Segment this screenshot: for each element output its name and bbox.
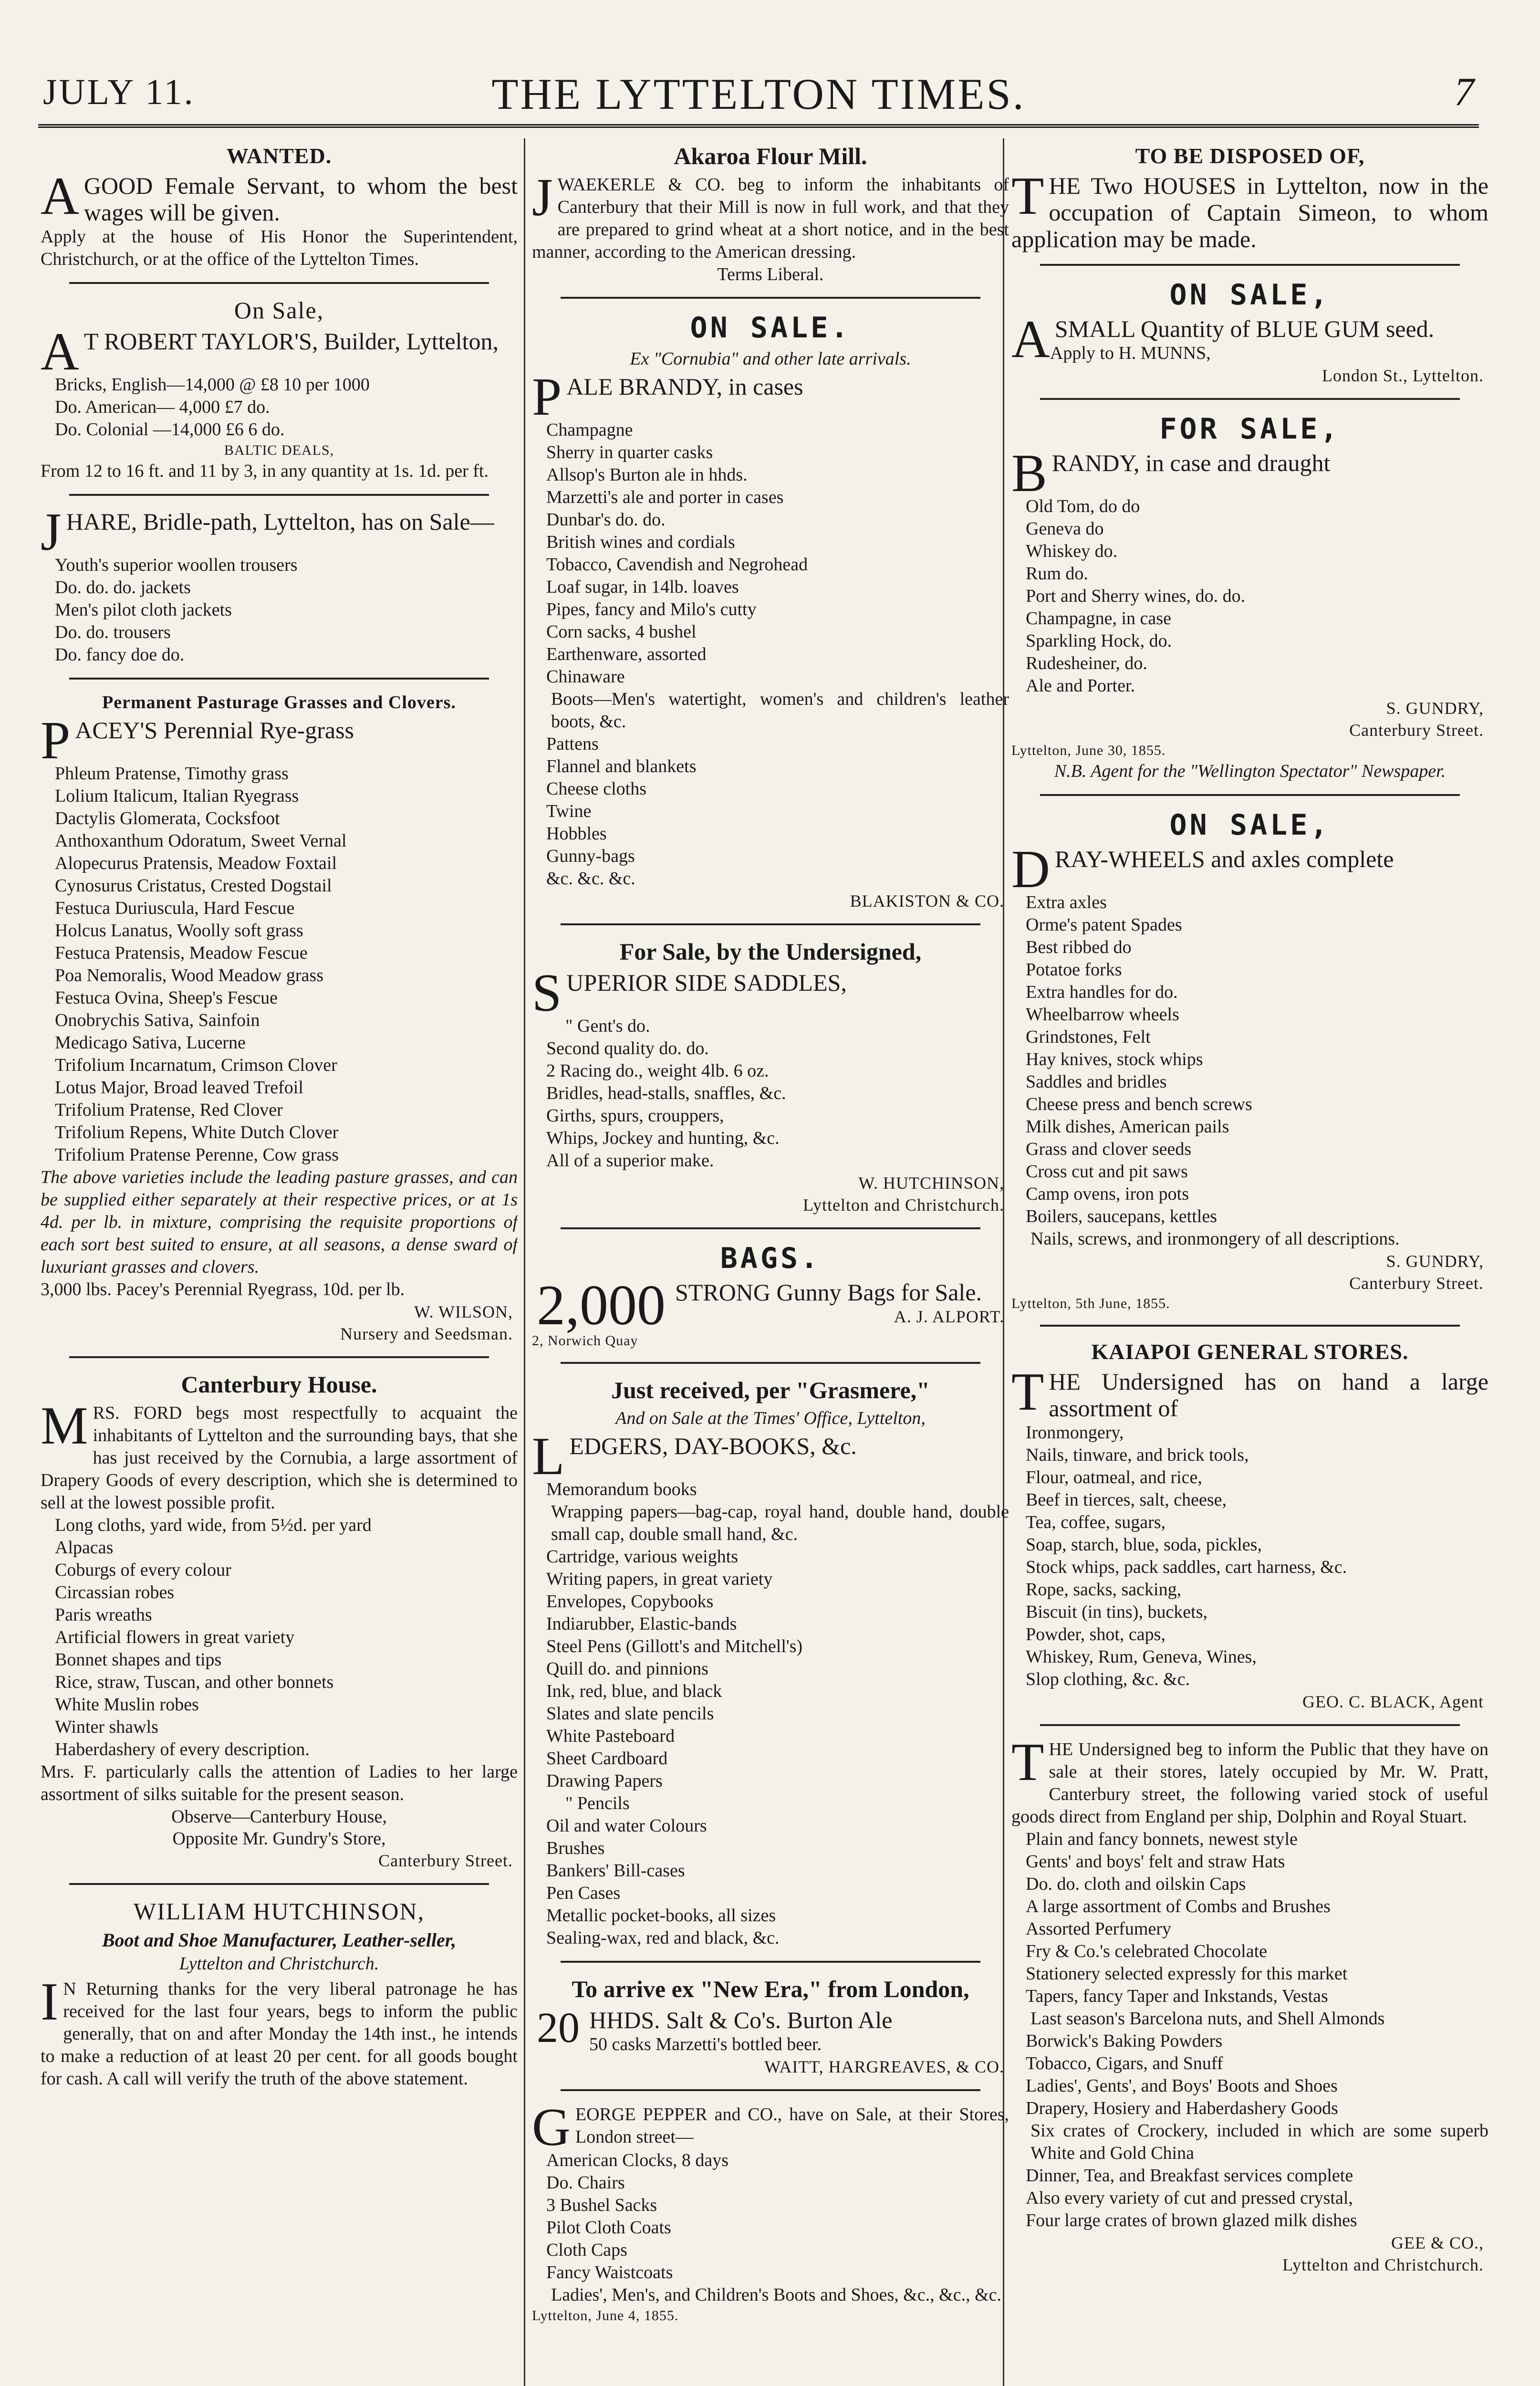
signature: Nursery and Seedsman.	[340, 1324, 513, 1343]
list-item: Festuca Duriuscula, Hard Fescue	[55, 898, 295, 918]
list-item: Drawing Papers	[546, 1771, 663, 1791]
list-item: Extra handles for do.	[1026, 982, 1178, 1002]
list-item: Twine	[546, 801, 592, 821]
list-item: Trifolium Pratense Perenne, Cow grass	[55, 1145, 339, 1165]
signature: W. HUTCHINSON,	[858, 1173, 1004, 1193]
list-item: Quill do. and pinnions	[546, 1659, 708, 1679]
ad-canterbury-house: Canterbury House. MRS. FORD begs most respectfully to acquaint the inhabitants of Lyttelton and the surrounding bays, that she has just received by the Cornubia, a large assortment of Drapery Goods of every description, which she is determined to sell at the lowest possible profit. Long cloths, yard wide, from 5½d. per yard Alpacas Coburgs of every colour Circassian robes Paris wreaths Artificial flowers in great variety Bonnet shapes and tips Rice, straw, Tuscan, and other bonnets White Muslin robes Winter shawls Haberdashery of every description. Mrs. F. particularly calls the attention of Ladies to her large assortment of silks suitable for the present season. Observe—Canterbury House, Opposite Mr. Gundry's Store, Canterbury Street.	[41, 1371, 518, 1870]
list-item: Assorted Perfumery	[1026, 1919, 1171, 1939]
ad-heading: To arrive ex "New Era," from London,	[572, 1976, 969, 2002]
drop-cap: T	[1011, 1733, 1044, 1792]
column-rule	[524, 138, 525, 2386]
list-item: Extra axles	[1026, 892, 1107, 912]
signature: Lyttelton and Christchurch.	[1282, 2255, 1484, 2274]
list-item: Do. do. do. jackets	[55, 577, 191, 597]
ad-hare: JHARE, Bridle-path, Lyttelton, has on Sale— Youth's superior woollen trousers Do. do. do. jackets Men's pilot cloth jackets Do. do. trousers Do. fancy doe do.	[41, 508, 518, 666]
ad-divider	[1040, 794, 1460, 796]
ad-heading: WILLIAM HUTCHINSON,	[133, 1898, 425, 1925]
list-item: Potatoe forks	[1026, 960, 1122, 980]
list-item: Sheet Cardboard	[546, 1748, 668, 1769]
ad-divider	[69, 282, 489, 284]
list-item: Dactylis Glomerata, Cocksfoot	[55, 808, 280, 828]
list-item: Champagne, in case	[1026, 608, 1171, 628]
signature: Canterbury Street.	[1349, 721, 1484, 740]
signature: BLAKISTON & CO.	[850, 891, 1004, 910]
list-item: Onobrychis Sativa, Sainfoin	[55, 1010, 260, 1030]
list-item: Stationery selected expressly for this market	[1026, 1964, 1348, 1984]
list-item: Rice, straw, Tuscan, and other bonnets	[55, 1672, 334, 1692]
column-1	[41, 138, 518, 2386]
list-item: Alpacas	[55, 1538, 114, 1558]
list-item: Champagne	[546, 420, 633, 440]
signature: S. GUNDRY,	[1386, 699, 1484, 718]
list-item: Lolium Italicum, Italian Ryegrass	[55, 786, 299, 806]
list-item: Corn sacks, 4 bushel	[546, 622, 697, 642]
newspaper-title: THE LYTTELTON TIMES.	[491, 70, 1026, 118]
list-item: Writing papers, in great variety	[546, 1569, 773, 1589]
list-item: Nails, screws, and ironmongery of all descriptions.	[1030, 1229, 1400, 1249]
list-item: Second quality do. do.	[546, 1038, 709, 1058]
list-item: Wheelbarrow wheels	[1026, 1005, 1179, 1025]
list-item: Marzetti's ale and porter in cases	[546, 487, 784, 507]
list-item: Ink, red, blue, and black	[546, 1681, 722, 1701]
list-item: Phleum Pratense, Timothy grass	[55, 764, 289, 784]
list-item: Tapers, fancy Taper and Inkstands, Vestas	[1026, 1986, 1328, 2006]
list-item: Festuca Ovina, Sheep's Fescue	[55, 988, 278, 1008]
list-item: Whiskey, Rum, Geneva, Wines,	[1026, 1647, 1257, 1667]
ad-divider	[1040, 1724, 1460, 1726]
drop-cap: T	[1011, 1362, 1044, 1422]
list-item: " Gent's do.	[565, 1016, 650, 1036]
list-item: Hay knives, stock whips	[1026, 1049, 1203, 1069]
list-item: Bricks, English—14,000 @ £8 10 per 1000	[55, 375, 370, 395]
ad-heading: BAGS.	[720, 1242, 821, 1275]
ad-blue-gum: ON SALE, ASMALL Quantity of BLUE GUM seed. Apply to H. MUNNS, London St., Lyttelton.	[1011, 278, 1488, 387]
list-item: Rudesheiner, do.	[1026, 653, 1147, 673]
list-item: Grass and clover seeds	[1026, 1139, 1192, 1159]
list-item: Ironmongery,	[1026, 1423, 1124, 1443]
list-item: Sparkling Hock, do.	[1026, 631, 1172, 651]
list-item: Old Tom, do do	[1026, 496, 1140, 516]
ad-divider	[1040, 1325, 1460, 1327]
list-item: Tobacco, Cavendish and Negrohead	[546, 555, 808, 575]
drop-cap: A	[41, 167, 79, 226]
signature: S. GUNDRY,	[1386, 1252, 1484, 1271]
ad-to-be-disposed: TO BE DISPOSED OF, THE Two HOUSES in Lyttelton, now in the occupation of Captain Simeon, to whom application may be made.	[1011, 144, 1488, 252]
list-item: Do. do. trousers	[55, 622, 171, 642]
list-item: 2 Racing do., weight 4lb. 6 oz.	[546, 1061, 769, 1081]
ad-dray-wheels: ON SALE, DRAY-WHEELS and axles complete Extra axles Orme's patent Spades Best ribbed do Potatoe forks Extra handles for do. Wheelbarrow wheels Grindstones, Felt Hay knives, stock whips Saddles and bridles Cheese press and bench screws Milk dishes, American pails Grass and clover seeds Cross cut and pit saws Camp ovens, iron pots Boilers, saucepans, kettles Nails, screws, and ironmongery of all descriptions. S. GUNDRY, Canterbury Street. Lyttelton, 5th June, 1855.	[1011, 808, 1488, 1313]
drop-cap: A	[1011, 310, 1050, 369]
list-item: Pen Cases	[546, 1883, 621, 1903]
ad-blakiston: ON SALE. Ex "Cornubia" and other late arrivals. PALE BRANDY, in cases Champagne Sherry in quarter casks Allsop's Burton ale in hhds. Marzetti's ale and porter in cases Dunbar's do. do. British wines and cordials Tobacco, Cavendish and Negrohead Loaf sugar, in 14lb. loaves Pipes, fancy and Milo's cutty Corn sacks, 4 bushel Earthenware, assorted Chinaware Boots—Men's watertight, women's and children's leather boots, &c. Pattens Flannel and blankets Cheese cloths Twine Hobbles Gunny-bags &c. &c. &c. BLAKISTON & CO.	[532, 311, 1009, 912]
drop-cap: J	[532, 168, 553, 227]
list-item: Poa Nemoralis, Wood Meadow grass	[55, 965, 323, 985]
quantity-figure: 20	[537, 2004, 580, 2051]
list-item: Beef in tierces, salt, cheese,	[1026, 1490, 1227, 1510]
list-item: Bankers' Bill-cases	[546, 1861, 685, 1881]
list-item: Boots—Men's watertight, women's and children's leather boots, &c.	[551, 689, 1009, 732]
list-item: Fry & Co.'s celebrated Chocolate	[1026, 1941, 1267, 1961]
signature: W. WILSON,	[414, 1302, 513, 1321]
ad-divider	[561, 1227, 980, 1229]
list-item: Last season's Barcelona nuts, and Shell Almonds	[1030, 2009, 1385, 2029]
list-item: Trifolium Repens, White Dutch Clover	[55, 1122, 339, 1142]
list-item: Dinner, Tea, and Breakfast services complete	[1026, 2166, 1353, 2186]
list-item: Soap, starch, blue, soda, pickles,	[1026, 1535, 1262, 1555]
ad-heading: Akaroa Flour Mill.	[674, 143, 867, 169]
list-item: Cynosurus Cristatus, Crested Dogstail	[55, 876, 332, 896]
ad-bags: BAGS. 2,000 STRONG Gunny Bags for Sale. A. J. ALPORT. 2, Norwich Quay	[532, 1242, 1009, 1350]
list-item: Do. Colonial —14,000 £6 6 do.	[55, 419, 285, 440]
ad-saddles: For Sale, by the Undersigned, SUPERIOR SIDE SADDLES, " Gent's do. Second quality do. do. 2 Racing do., weight 4lb. 6 oz. Bridles, head-stalls, snaffles, &c. Girths, spurs, crouppers, Whips, Jockey and hunting, &c. All of a superior make. W. HUTCHINSON, Lyttelton and Christchurch.	[532, 938, 1009, 1216]
list-item: White Pasteboard	[546, 1726, 675, 1746]
list-item: Ladies', Men's, and Children's Boots and Shoes, &c., &c., &c.	[551, 2285, 1002, 2305]
list-item: Artificial flowers in great variety	[55, 1627, 295, 1647]
list-item: Rope, sacks, sacking,	[1026, 1580, 1182, 1600]
quantity-figure: 2,000	[537, 1273, 666, 1337]
list-item: Nails, tinware, and brick tools,	[1026, 1445, 1249, 1465]
subheading: BALTIC DEALS,	[224, 442, 334, 458]
list-item: Haberdashery of every description.	[55, 1739, 310, 1759]
list-item: Bonnet shapes and tips	[55, 1650, 222, 1670]
ad-on-sale-taylor: On Sale, A T ROBERT TAYLOR'S, Builder, Lyttelton, Bricks, English—14,000 @ £8 10 per 1000 Do. American— 4,000 £7 do. Do. Colonial —14,000 £6 6 do. BALTIC DEALS, From 12 to 16 ft. and 11 by 3, in any quantity at 1s. 1d. per ft.	[41, 296, 518, 482]
ad-brandy: FOR SALE, BRANDY, in case and draught Old Tom, do do Geneva do Whiskey do. Rum do. Port and Sherry wines, do. do. Champagne, in case Sparkling Hock, do. Rudesheiner, do. Ale and Porter. S. GUNDRY, Canterbury Street. Lyttelton, June 30, 1855. N.B. Agent for the "Wellington Spectator" Newspaper.	[1011, 412, 1488, 783]
ad-heading: Permanent Pasturage Grasses and Clovers.	[102, 692, 456, 712]
ad-heading: FOR SALE,	[1159, 412, 1341, 446]
list-item: Cloth Caps	[546, 2240, 627, 2260]
ad-heading: On Sale,	[234, 297, 324, 324]
list-item: Tobacco, Cigars, and Snuff	[1026, 2053, 1223, 2073]
list-item: Anthoxanthum Odoratum, Sweet Vernal	[55, 831, 347, 851]
list-item: " Pencils	[565, 1793, 630, 1813]
ad-grasses: Permanent Pasturage Grasses and Clovers. PACEY'S Perennial Rye-grass Phleum Pratense, Timothy grass Lolium Italicum, Italian Ryegrass Dactylis Glomerata, Cocksfoot Anthoxanthum Odoratum, Sweet Vernal Alopecurus Pratensis, Meadow Foxtail Cynosurus Cristatus, Crested Dogstail Festuca Duriuscula, Hard Fescue Holcus Lanatus, Woolly soft grass Festuca Pratensis, Meadow Fescue Poa Nemoralis, Wood Meadow grass Festuca Ovina, Sheep's Fescue Onobrychis Sativa, Sainfoin Medicago Sativa, Lucerne Trifolium Incarnatum, Crimson Clover Lotus Major, Broad leaved Trefoil Trifolium Pratense, Red Clover Trifolium Repens, White Dutch Clover Trifolium Pratense Perenne, Cow grass The above varieties include the leading pasture grasses, and can be supplied either separately at their respective prices, or at 1s 4d. per lb. in mixture, comprising the requisite proportions of each sort best suited to ensure, at all seasons, a dense sward of luxuriant grasses and clovers. 3,000 lbs. Pacey's Perennial Ryegrass, 10d. per lb. W. WILSON, Nursery and Seedsman.	[41, 692, 518, 1345]
list-item: Pilot Cloth Coats	[546, 2218, 671, 2238]
drop-cap: D	[1011, 840, 1050, 899]
drop-cap: G	[532, 2098, 571, 2157]
signature: Canterbury Street.	[1349, 1274, 1484, 1293]
list-item: Gunny-bags	[546, 846, 635, 866]
signature: WAITT, HARGREAVES, & CO.	[764, 2057, 1004, 2076]
list-item: Pipes, fancy and Milo's cutty	[546, 599, 757, 619]
list-item: British wines and cordials	[546, 532, 735, 552]
list-item: Allsop's Burton ale in hhds.	[546, 465, 748, 485]
list-item: Sherry in quarter casks	[546, 442, 713, 462]
list-item: Do. fancy doe do.	[55, 645, 185, 665]
list-item: 3 Bushel Sacks	[546, 2195, 657, 2215]
ad-gee-and-co: THE Undersigned beg to inform the Public that they have on sale at their stores, lately occupied by Mr. W. Pratt, Canterbury street, the following varied stock of useful goods direct from England per ship, Dolphin and Royal Stuart. Plain and fancy bonnets, newest style Gents' and boys' felt and straw Hats Do. do. cloth and oilskin Caps A large assortment of Combs and Brushes Assorted Perfumery Fry & Co.'s celebrated Chocolate Stationery selected expressly for this market Tapers, fancy Taper and Inkstands, Vestas Last season's Barcelona nuts, and Shell Almonds Borwick's Baking Powders Tobacco, Cigars, and Snuff Ladies', Gents', and Boys' Boots and Shoes Drapery, Hosiery and Haberdashery Goods Six crates of Crockery, included in which are some superb White and Gold China Dinner, Tea, and Breakfast services complete Also every variety of cut and pressed crystal, Four large crates of brown glazed milk dishes GEE & CO., Lyttelton and Christchurch.	[1011, 1738, 1488, 2276]
trade-line: Boot and Shoe Manufacturer, Leather-seller,	[102, 1929, 457, 1951]
drop-cap: S	[532, 963, 562, 1023]
ad-grasmere: Just received, per "Grasmere," And on Sale at the Times' Office, Lyttelton, LEDGERS, DAY-BOOKS, &c. Memorandum books Wrapping papers—bag-cap, royal hand, double hand, double small cap, double small hand, &c. Cartridge, various weights Writing papers, in great variety Envelopes, Copybooks Indiarubber, Elastic-bands Steel Pens (Gillott's and Mitchell's) Quill do. and pinnions Ink, red, blue, and black Slates and slate pencils White Pasteboard Sheet Cardboard Drawing Papers " Pencils Oil and water Colours Brushes Bankers' Bill-cases Pen Cases Metallic pocket-books, all sizes Sealing-wax, red and black, &c.	[532, 1376, 1009, 1949]
list-item: Six crates of Crockery, included in which are some superb White and Gold China	[1030, 2121, 1488, 2163]
list-item: Holcus Lanatus, Woolly soft grass	[55, 921, 303, 941]
ad-heading: TO BE DISPOSED OF,	[1135, 144, 1365, 168]
drop-cap: B	[1011, 444, 1047, 503]
list-item: Earthenware, assorted	[546, 644, 707, 664]
issue-date: JULY 11.	[43, 72, 195, 112]
drop-cap: I	[41, 1972, 59, 2031]
list-item: Stock whips, pack saddles, cart harness, &c.	[1026, 1557, 1347, 1577]
ad-divider	[561, 297, 980, 299]
list-item: Fancy Waistcoats	[546, 2262, 673, 2282]
list-item: Whiskey do.	[1026, 541, 1118, 561]
list-item: Boilers, saucepans, kettles	[1026, 1206, 1217, 1226]
ad-heading: WANTED.	[226, 144, 332, 168]
list-item: Sealing-wax, red and black, &c.	[546, 1928, 780, 1948]
signature: GEO. C. BLACK, Agent	[1302, 1692, 1484, 1711]
ad-divider	[69, 1883, 489, 1885]
list-item: All of a superior make.	[546, 1151, 714, 1171]
list-item: Four large crates of brown glazed milk dishes	[1026, 2210, 1357, 2230]
list-item: Milk dishes, American pails	[1026, 1117, 1229, 1137]
ad-hutchinson: WILLIAM HUTCHINSON, Boot and Shoe Manufacturer, Leather-seller, Lyttelton and Christchurch. I N Returning thanks for the very liberal patronage he has received for the last four years, begs to inform the public generally, that on and after Monday the 14th inst., he intends to make a reduction of at least 20 per cent. for all goods bought for cash. A call will verify the truth of the above statement.	[41, 1898, 518, 2089]
signature: GEE & CO.,	[1391, 2233, 1484, 2252]
list-item: Youth's superior woollen trousers	[55, 555, 298, 575]
list-item: Do. American— 4,000 £7 do.	[55, 397, 270, 417]
drop-cap: J	[41, 502, 62, 562]
ad-divider	[1040, 398, 1460, 400]
ad-divider	[1040, 264, 1460, 266]
list-item: Biscuit (in tins), buckets,	[1026, 1602, 1208, 1622]
list-item: Medicago Sativa, Lucerne	[55, 1033, 246, 1053]
list-item: Steel Pens (Gillott's and Mitchell's)	[546, 1636, 803, 1656]
list-item: Rum do.	[1026, 564, 1088, 584]
ad-heading: ON SALE.	[690, 311, 851, 345]
list-item: Orme's patent Spades	[1026, 915, 1182, 935]
list-item: Ladies', Gents', and Boys' Boots and Shoes	[1026, 2076, 1338, 2096]
list-item: American Clocks, 8 days	[546, 2150, 729, 2170]
list-item: Port and Sherry wines, do. do.	[1026, 586, 1246, 606]
ad-divider	[561, 923, 980, 925]
list-item: Camp ovens, iron pots	[1026, 1184, 1189, 1204]
ad-new-era: To arrive ex "New Era," from London, 20 HHDS. Salt & Co's. Burton Ale 50 casks Marzetti's bottled beer. WAITT, HARGREAVES, & CO.	[532, 1975, 1009, 2078]
list-item: Men's pilot cloth jackets	[55, 600, 232, 620]
signature: Lyttelton and Christchurch.	[803, 1195, 1004, 1214]
list-item: Saddles and bridles	[1026, 1072, 1167, 1092]
column-2	[532, 138, 1009, 2386]
drop-cap: M	[41, 1396, 88, 1455]
drop-cap: A	[41, 322, 79, 381]
ad-divider	[561, 1362, 980, 1364]
column-3	[1011, 138, 1488, 2386]
list-item: Memorandum books	[546, 1479, 697, 1499]
list-item: Ale and Porter.	[1026, 676, 1135, 696]
list-item: Paris wreaths	[55, 1605, 152, 1625]
drop-cap: T	[1011, 167, 1044, 226]
ad-george-pepper: GEORGE PEPPER and CO., have on Sale, at their Stores, London street— American Clocks, 8 days Do. Chairs 3 Bushel Sacks Pilot Cloth Coats Cloth Caps Fancy Waistcoats Ladies', Men's, and Children's Boots and Shoes, &c., &c., &c. Lyttelton, June 4, 1855.	[532, 2098, 1009, 2323]
list-item: Long cloths, yard wide, from 5½d. per yard	[55, 1515, 372, 1535]
list-item: Alopecurus Pratensis, Meadow Foxtail	[55, 853, 337, 873]
list-item: A large assortment of Combs and Brushes	[1026, 1896, 1331, 1916]
list-item: Drapery, Hosiery and Haberdashery Goods	[1026, 2098, 1338, 2118]
list-item: Pattens	[546, 734, 599, 754]
list-item: Also every variety of cut and pressed crystal,	[1026, 2188, 1353, 2208]
ad-heading: KAIAPOI GENERAL STORES.	[1091, 1340, 1409, 1364]
ad-kaiapoi: KAIAPOI GENERAL STORES. THE Undersigned has on hand a large assortment of Ironmongery, Nails, tinware, and brick tools, Flour, oatmeal, and rice, Beef in tierces, salt, cheese, Tea, coffee, sugars, Soap, starch, blue, soda, pickles, Stock whips, pack saddles, cart harness, &c. Rope, sacks, sacking, Biscuit (in tins), buckets, Powder, shot, caps, Whiskey, Rum, Geneva, Wines, Slop clothing, &c. &c. GEO. C. BLACK, Agent	[1011, 1339, 1488, 1713]
list-item: Loaf sugar, in 14lb. loaves	[546, 577, 739, 597]
list-item: Coburgs of every colour	[55, 1560, 231, 1580]
drop-cap: P	[41, 711, 71, 770]
list-item: Slates and slate pencils	[546, 1704, 714, 1724]
ad-divider	[561, 1961, 980, 1963]
list-item: Geneva do	[1026, 519, 1104, 539]
list-item: Trifolium Incarnatum, Crimson Clover	[55, 1055, 337, 1075]
list-item: Flour, oatmeal, and rice,	[1026, 1467, 1202, 1487]
ad-divider	[69, 1356, 489, 1358]
list-item: Wrapping papers—bag-cap, royal hand, double hand, double small cap, double small hand, &c.	[551, 1502, 1009, 1544]
list-item: Plain and fancy bonnets, newest style	[1026, 1829, 1298, 1849]
list-item: Metallic pocket-books, all sizes	[546, 1905, 776, 1926]
list-item: Slop clothing, &c. &c.	[1026, 1669, 1190, 1689]
list-item: Whips, Jockey and hunting, &c.	[546, 1128, 780, 1148]
list-item: Cartridge, various weights	[546, 1547, 739, 1567]
list-item: Festuca Pratensis, Meadow Fescue	[55, 943, 308, 963]
list-item: Hobbles	[546, 824, 607, 844]
ad-heading: For Sale, by the Undersigned,	[619, 938, 922, 965]
list-item: Girths, spurs, crouppers,	[546, 1106, 724, 1126]
masthead	[38, 67, 1479, 128]
ad-divider	[69, 494, 489, 496]
list-item: Do. do. cloth and oilskin Caps	[1026, 1874, 1246, 1894]
ad-divider	[69, 678, 489, 680]
list-item: Grindstones, Felt	[1026, 1027, 1151, 1047]
ad-divider	[561, 2089, 980, 2091]
list-item: Flannel and blankets	[546, 756, 697, 776]
list-item: Brushes	[546, 1838, 605, 1858]
drop-cap: L	[532, 1427, 565, 1486]
list-item: Oil and water Colours	[546, 1816, 707, 1836]
list-item: Tea, coffee, sugars,	[1026, 1512, 1166, 1532]
list-item: White Muslin robes	[55, 1695, 199, 1715]
ad-wanted: WANTED. AGOOD Female Servant, to whom the best wages will be given. Apply at the house of His Honor the Superintendent, Christchurch, or at the office of the Lyttelton Times.	[41, 144, 518, 269]
list-item: &c. &c. &c.	[546, 869, 635, 889]
list-item: Trifolium Pratense, Red Clover	[55, 1100, 283, 1120]
list-item: Cheese press and bench screws	[1026, 1094, 1252, 1114]
list-item: Winter shawls	[55, 1717, 158, 1737]
ad-heading: ON SALE,	[1169, 808, 1331, 842]
ad-heading: ON SALE,	[1169, 278, 1331, 312]
list-item: Envelopes, Copybooks	[546, 1591, 714, 1612]
list-item: Powder, shot, caps,	[1026, 1624, 1165, 1644]
list-item: Chinaware	[546, 667, 625, 687]
list-item: Gents' and boys' felt and straw Hats	[1026, 1852, 1285, 1872]
list-item: Dunbar's do. do.	[546, 510, 666, 530]
list-item: Indiarubber, Elastic-bands	[546, 1614, 737, 1634]
ad-heading: Just received, per "Grasmere,"	[611, 1377, 930, 1403]
ad-heading: Canterbury House.	[181, 1371, 377, 1398]
list-item: Best ribbed do	[1026, 937, 1132, 957]
ad-akaroa-flour-mill: Akaroa Flour Mill. JWAEKERLE & CO. beg to inform the inhabitants of Canterbury that their Mill is now in full work, and that they are prepared to grind wheat at a short notice, and in the best manner, according to the American dressing. Terms Liberal.	[532, 143, 1009, 284]
list-item: Do. Chairs	[546, 2173, 625, 2193]
list-item: Cross cut and pit saws	[1026, 1162, 1188, 1182]
page-number: 7	[1454, 70, 1474, 114]
list-item: Cheese cloths	[546, 779, 647, 799]
list-item: Circassian robes	[55, 1582, 175, 1602]
drop-cap: P	[532, 367, 562, 427]
list-item: Borwick's Baking Powders	[1026, 2031, 1223, 2051]
signature: A. J. ALPORT.	[894, 1307, 1004, 1326]
list-item: Bridles, head-stalls, snaffles, &c.	[546, 1083, 786, 1103]
list-item: Lotus Major, Broad leaved Trefoil	[55, 1078, 303, 1098]
